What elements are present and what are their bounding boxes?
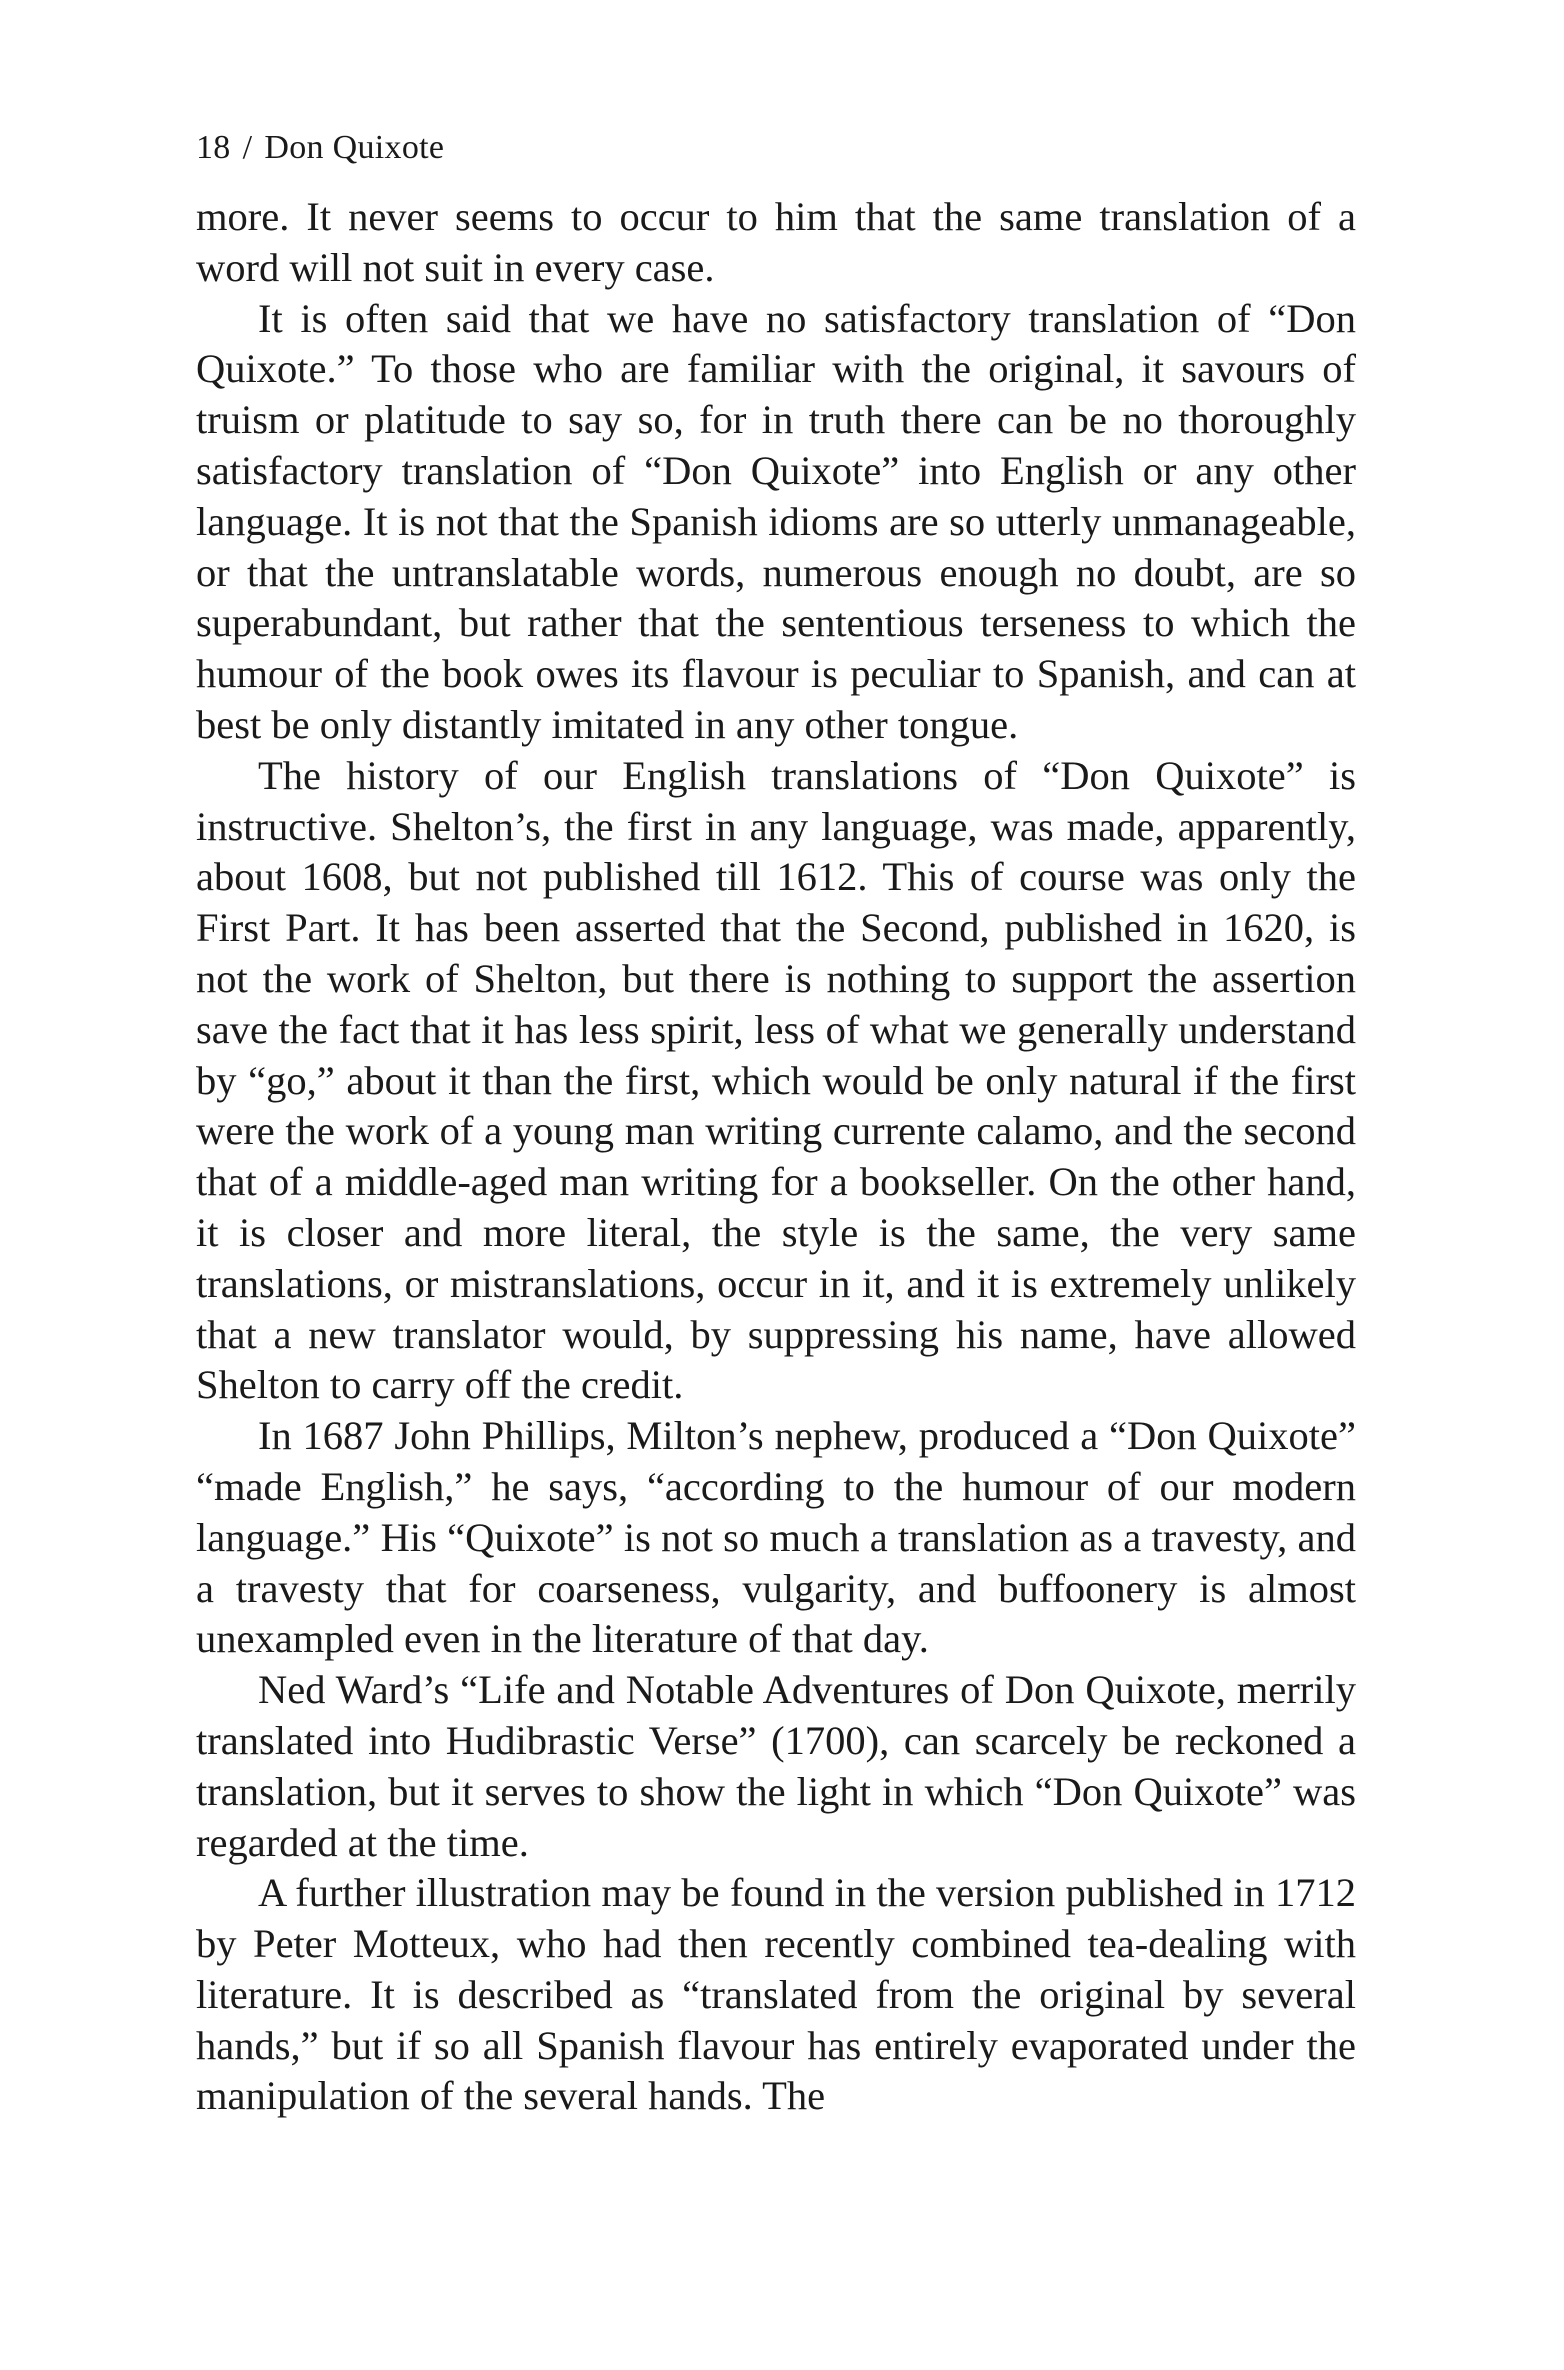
paragraph-5: Ned Ward’s “Life and Notable Adventures of Don Quixote, merrily translated into Hudibrastic Verse” (1700), can scarcely be reckoned a translation, but it serves to show the light in which “Don Quixote” was regarded at the time.: [196, 1667, 1356, 1865]
running-title: Don Quixote: [264, 129, 445, 166]
paragraph-1: more. It never seems to occur to him that the same translation of a word will not suit in every case.: [196, 194, 1356, 290]
body-text: [196, 192, 1356, 2122]
paragraph-6: A further illustration may be found in the version published in 1712 by Peter Motteux, who had then recently combined tea-dealing with literature. It is described as “translated from the original by several hands,” but if so all Spanish flavour has entirely evaporated under the manipulation of the several hands. The: [196, 1870, 1356, 2119]
running-head: [196, 128, 1356, 168]
book-page: [196, 128, 1356, 2122]
paragraph-2: It is often said that we have no satisfactory translation of “Don Quixote.” To those who are familiar with the original, it savours of truism or platitude to say so, for in truth there can be no thoroughly satisfactory translation of “Don Quixote” into English or any other language. It is not that the Spanish idioms are so utterly unmanageable, or that the untranslatable words, numerous enough no doubt, are so superabundant, but rather that the sententious terseness to which the humour of the book owes its flavour is peculiar to Spanish, and can at best be only distantly imitated in any other tongue.: [196, 295, 1356, 747]
paragraph-3: The history of our English translations of “Don Quixote” is instructive. Shelton’s, the first in any language, was made, apparently, about 1608, but not published till 1612. This of course was only the First Part. It has been asserted that the Second, published in 1620, is not the work of Shelton, but there is nothing to support the assertion save the fact that it has less spirit, less of what we generally understand by “go,” about it than the first, which would be only natural if the first were the work of a young man writing currente calamo, and the second that of a middle-aged man writing for a bookseller. On the other hand, it is closer and more literal, the style is the same, the very same translations, or mistranslations, occur in it, and it is extremely unlikely that a new translator would, by suppressing his name, have allowed Shelton to carry off the credit.: [196, 752, 1356, 1408]
page-number: 18: [196, 129, 231, 166]
header-separator: /: [242, 129, 253, 166]
paragraph-4: In 1687 John Phillips, Milton’s nephew, produced a “Don Quixote” “made English,” he says, “according to the humour of our modern language.” His “Quixote” is not so much a translation as a travesty, and a travesty that for coarseness, vulgarity, and buffoonery is almost unexampled even in the literature of that day.: [196, 1413, 1356, 1662]
